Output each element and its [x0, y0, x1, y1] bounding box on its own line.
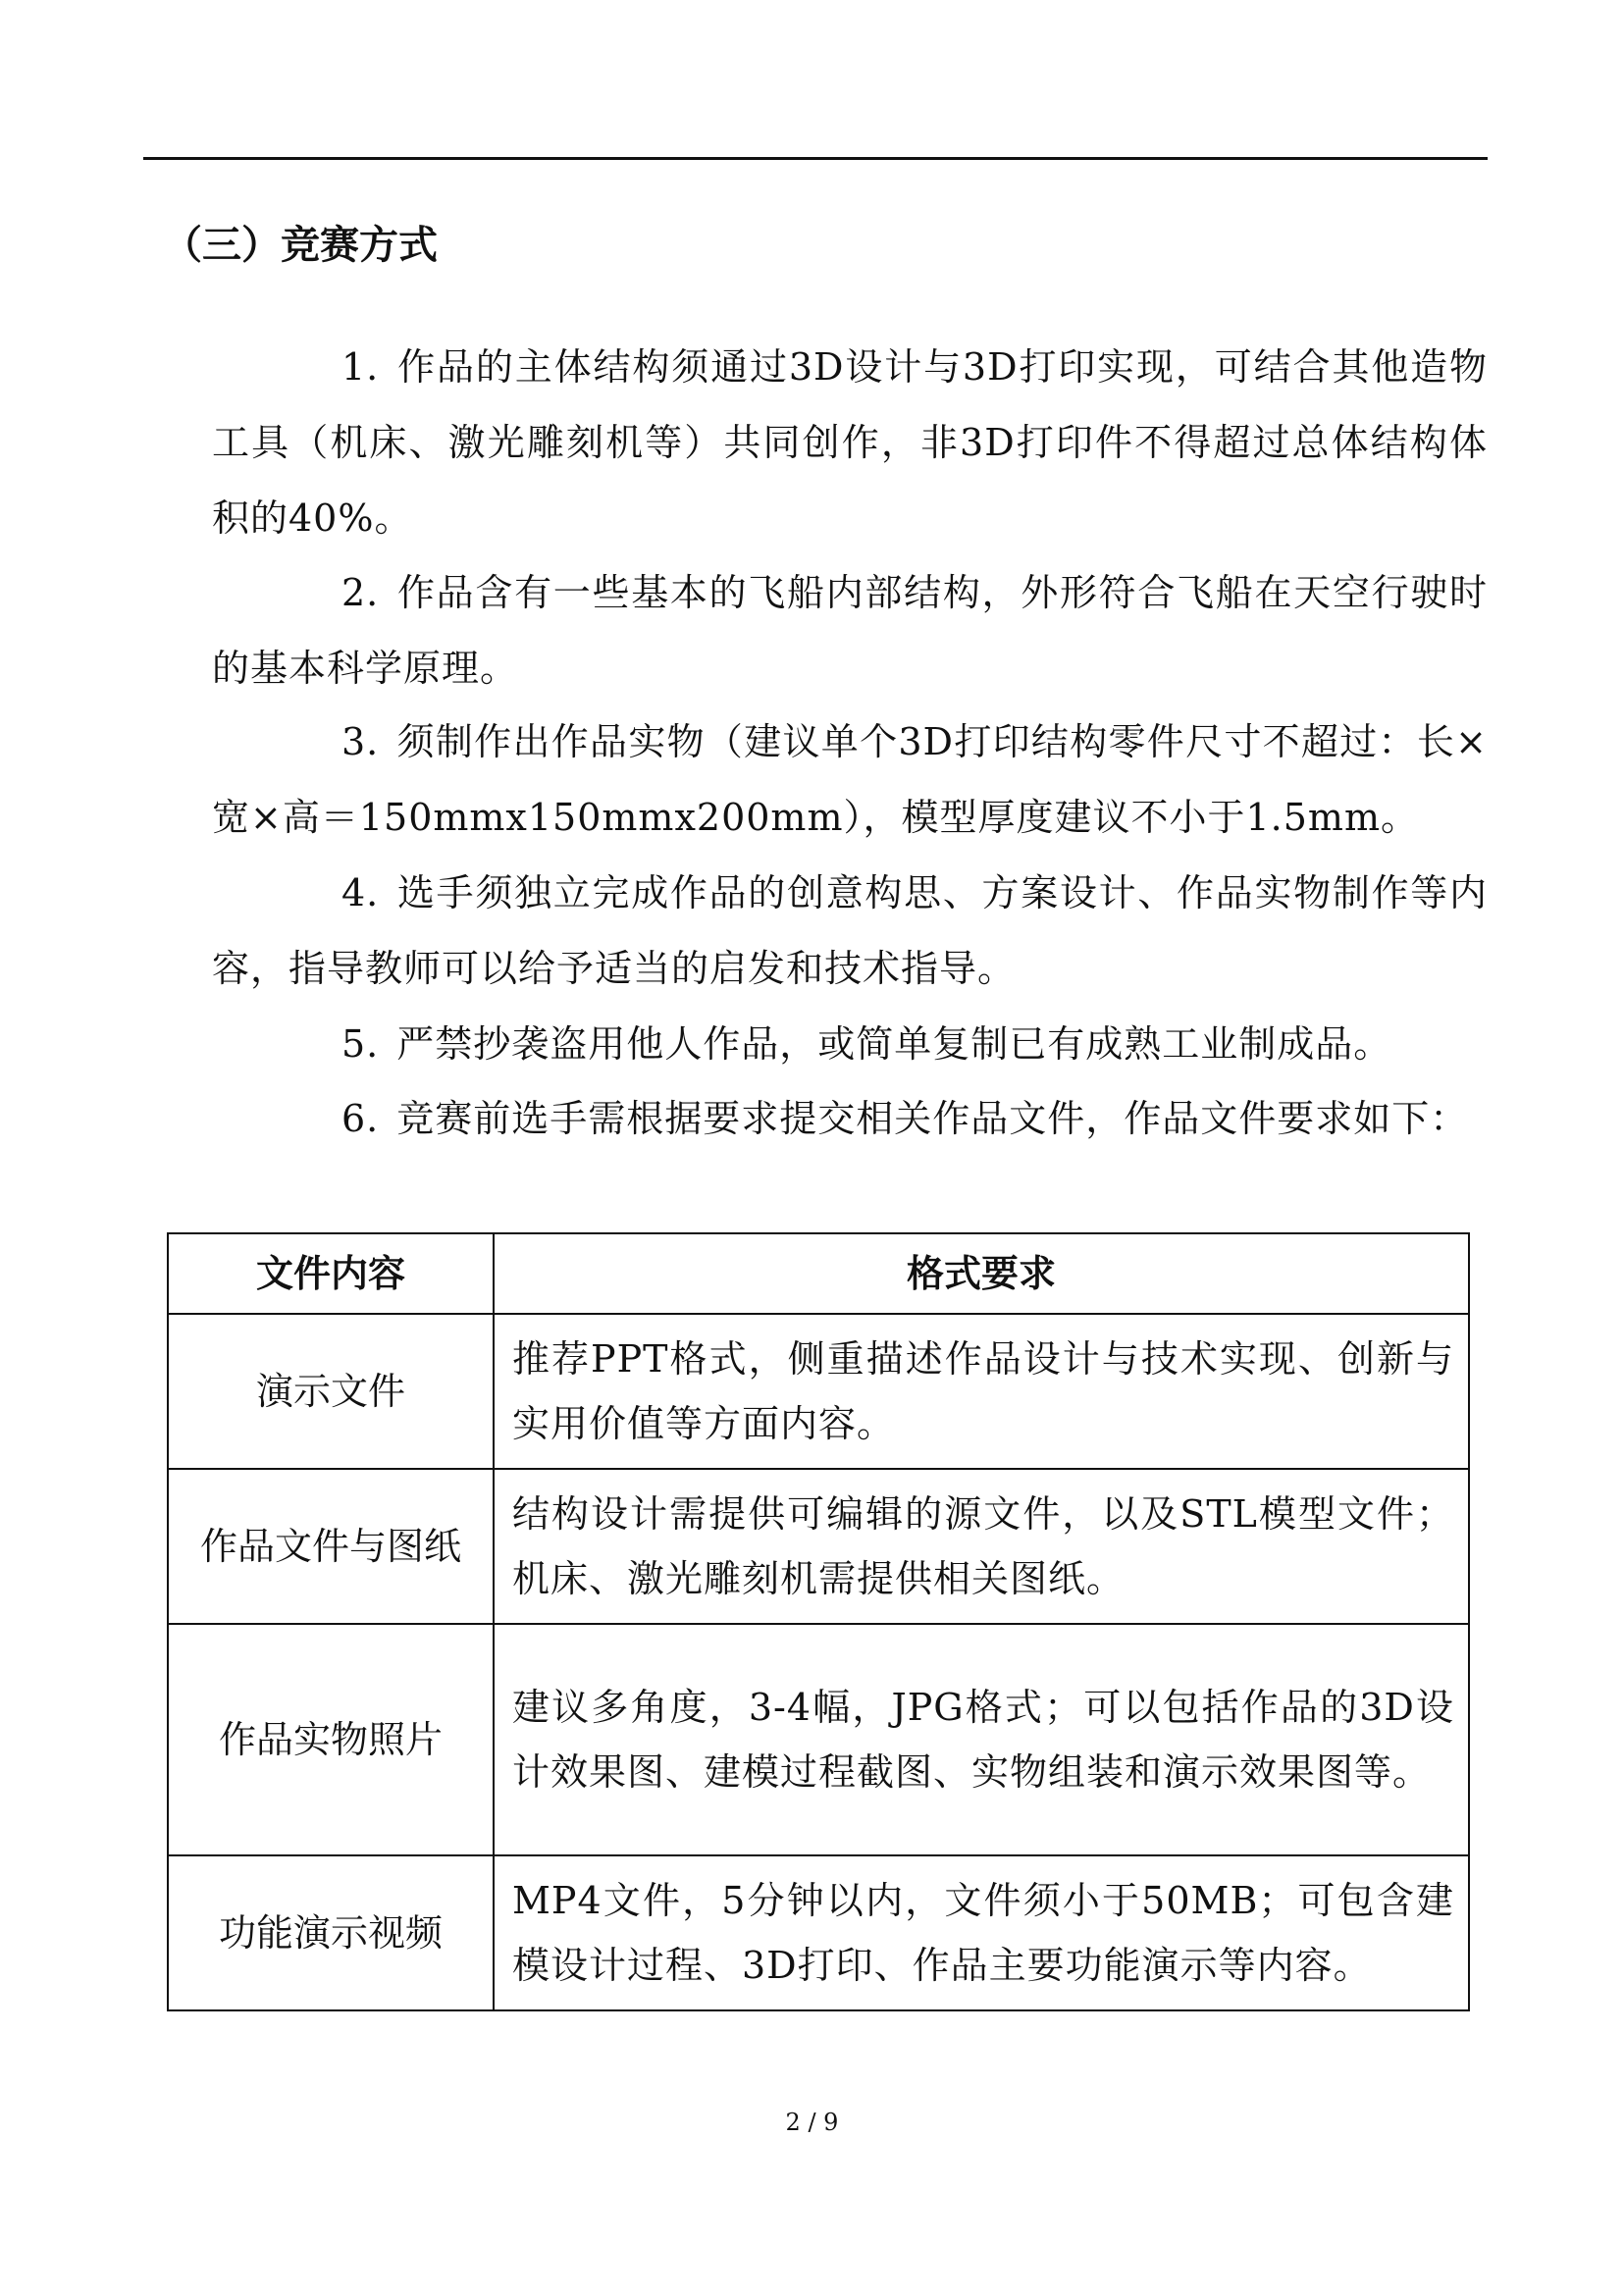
cell-file-content: 演示文件	[168, 1314, 494, 1469]
list-item-3	[212, 704, 1488, 856]
item-number: 3.	[341, 720, 380, 763]
column-header-requirement: 格式要求	[494, 1233, 1469, 1314]
table-row	[168, 1469, 1469, 1624]
cell-format-requirement: 建议多角度，3-4幅，JPG格式；可以包括作品的3D设计效果图、建模过程截图、实物组装和演示效果图等。	[494, 1624, 1469, 1855]
item-text: 选手须独立完成作品的创意构思、方案设计、作品实物制作等内容，指导教师可以给予适当的启发和技术指导。	[212, 871, 1488, 990]
item-text: 竞赛前选手需根据要求提交相关作品文件，作品文件要求如下：	[396, 1097, 1469, 1140]
page-number: 2 / 9	[785, 2109, 839, 2136]
table-row	[168, 1624, 1469, 1855]
cell-format-requirement: MP4文件，5分钟以内，文件须小于50MB；可包含建模设计过程、3D打印、作品主要功能演示等内容。	[494, 1855, 1469, 2010]
list-item-5	[212, 1007, 1488, 1082]
item-text: 作品的主体结构须通过3D设计与3D打印实现，可结合其他造物工具（机床、激光雕刻机等）共同创作，非3D打印件不得超过总体结构体积的40%。	[212, 345, 1488, 540]
item-number: 2.	[341, 571, 380, 614]
list-item-1	[212, 330, 1488, 556]
item-number: 6.	[341, 1097, 380, 1140]
column-header-content: 文件内容	[168, 1233, 494, 1314]
cell-file-content: 作品文件与图纸	[168, 1469, 494, 1624]
table-row	[168, 1314, 1469, 1469]
section-heading: （三）竞赛方式	[163, 223, 438, 268]
item-text: 须制作出作品实物（建议单个3D打印结构零件尺寸不超过：长×宽×高＝150mmx150mmx200mm），模型厚度建议不小于1.5mm。	[212, 720, 1488, 839]
item-text: 严禁抄袭盗用他人作品，或简单复制已有成熟工业制成品。	[396, 1022, 1392, 1066]
cell-format-requirement: 结构设计需提供可编辑的源文件，以及STL模型文件；机床、激光雕刻机需提供相关图纸。	[494, 1469, 1469, 1624]
item-number: 4.	[341, 871, 380, 914]
cell-format-requirement: 推荐PPT格式，侧重描述作品设计与技术实现、创新与实用价值等方面内容。	[494, 1314, 1469, 1469]
item-text: 作品含有一些基本的飞船内部结构，外形符合飞船在天空行驶时的基本科学原理。	[212, 571, 1488, 690]
list-item-4	[212, 856, 1488, 1007]
table-row	[168, 1855, 1469, 2010]
table-header-row	[168, 1233, 1469, 1314]
cell-file-content: 功能演示视频	[168, 1855, 494, 2010]
item-number: 1.	[341, 345, 380, 389]
list-item-6	[212, 1081, 1488, 1157]
item-number: 5.	[341, 1022, 380, 1066]
file-requirements-table	[167, 1232, 1470, 2011]
header-rule	[143, 157, 1488, 160]
list-item-2	[212, 555, 1488, 706]
cell-file-content: 作品实物照片	[168, 1624, 494, 1855]
